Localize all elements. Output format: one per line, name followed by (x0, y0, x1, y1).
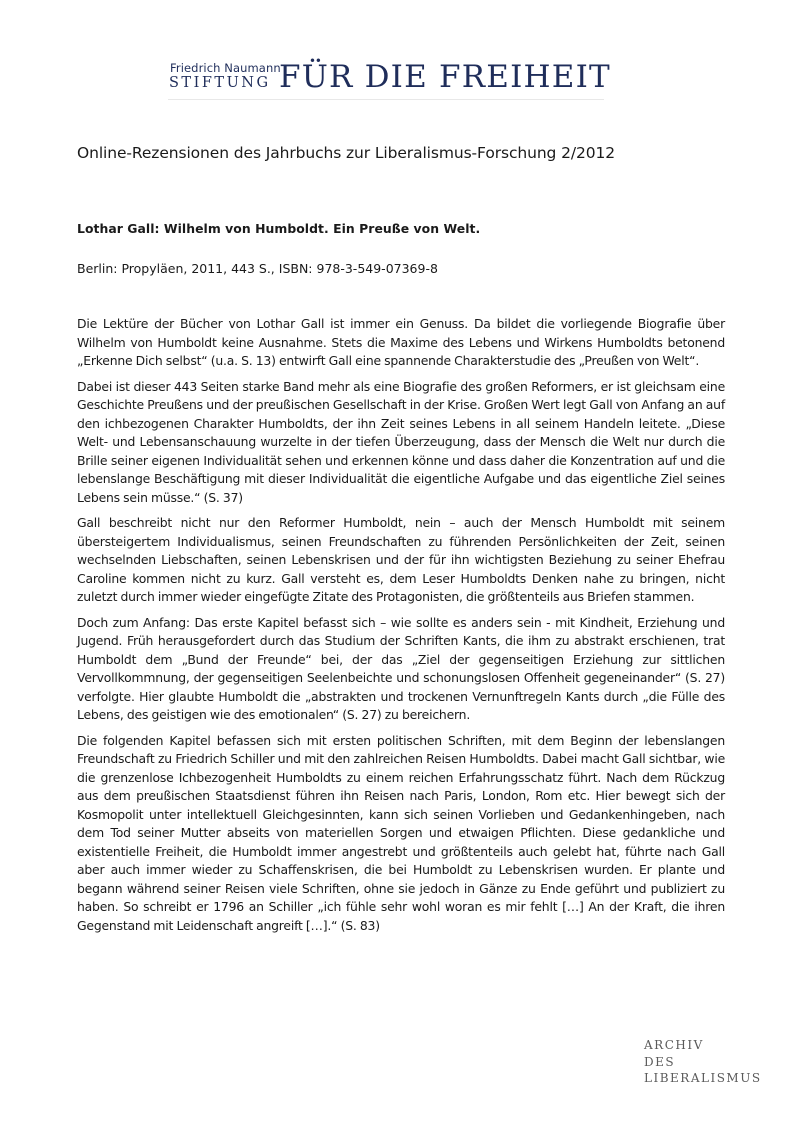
archiv-logo (644, 1037, 762, 1087)
archiv-line: ARCHIV (644, 1038, 704, 1052)
archiv-line: DES (644, 1054, 676, 1069)
foundation-logo (168, 59, 611, 100)
paragraph: Doch zum Anfang: Das erste Kapitel befasst sich – wie sollte es anders sein - mit Kindheit, Erziehung und Jugend. Früh herausgefordert durch das Studium der Schriften Kants, die ihm zu abstrakt erschienen, trat Humboldt dem „Bund der Freunde“ bei, der das „Ziel der gegenseitigen Erziehung zur sittlichen Vervollkommnung, der gegenseitigen Seelenbeichte und schonungslosen Offenheit gegeneinander“ (S. 27) verfolgte. Hier glaubte Humboldt die „abstrakten und trockenen Vernunftregeln Kants durch „die Fülle des Lebens, des geistigen wie des emotionalen“ (S. 27) zu bereichern. (77, 614, 725, 722)
paragraph: Die Lektüre der Bücher von Lothar Gall ist immer ein Genuss. Da bildet die vorliegende Biografie über Wilhelm von Humboldt keine Ausnahme. Stets die Maxime des Lebens und Wirkens Humboldts betonend „Erkenne Dich selbst“ (u.a. S. 13) entwirft Gall eine spannende Charakterstudie des „Preußen von Welt“. (77, 316, 725, 368)
logo-line-friedrich-naumann: Friedrich Naumann (170, 61, 281, 75)
paragraph: Dabei ist dieser 443 Seiten starke Band mehr als eine Biografie des großen Reformers, er ist gleichsam eine Geschichte Preußens und der preußischen Gesellschaft in der Krise. Großen Wert legt Gall von Anfang an auf den ichbezogenen Charakter Humboldts, der ihn Zeit seines Lebens in all seinem Handeln leitete. „Diese Welt- und Lebensanschauung wurzelte in der tiefen Überzeugung, dass der Mensch die Welt nur durch die Brille seiner eigenen Individualität sehen und erkennen könne und dass daher die Konzentration auf und die lebenslange Beschäftigung mit dieser Individualität die eigentliche Aufgabe und das eigentliche Ziel seines Lebens sein müsse.“ (S. 37) (77, 378, 725, 505)
book-title: Lothar Gall: Wilhelm von Humboldt. Ein Preuße von Welt. (77, 221, 481, 236)
logo-main-text: FÜR DIE FREIHEIT (279, 59, 611, 95)
publication-info: Berlin: Propyläen, 2011, 443 S., ISBN: 978-3-549-07369-8 (77, 261, 438, 276)
archiv-line: LIBERALISMUS (644, 1071, 762, 1085)
page-heading: Online-Rezensionen des Jahrbuchs zur Liberalismus-Forschung 2/2012 (77, 144, 616, 162)
paragraph: Gall beschreibt nicht nur den Reformer Humboldt, nein – auch der Mensch Humboldt mit seinem übersteigertem Individualismus, seinen Freundschaften zu führenden Persönlichkeiten der Zeit, seinen wechselnden Liebschaften, seinen Lebenskrisen und der für ihn wichtigsten Beziehung zu seiner Ehefrau Caroline kommen nicht zu kurz. Gall versteht es, dem Leser Humboldts Denken nahe zu bringen, nicht zuletzt durch immer wieder eingefügte Zitate des Protagonisten, die größtenteils aus Briefen stammen. (77, 515, 725, 604)
logo-line-stiftung: STIFTUNG (169, 75, 271, 91)
paragraph: Die folgenden Kapitel befassen sich mit ersten politischen Schriften, mit dem Beginn der lebenslangen Freundschaft zu Friedrich Schiller und mit den zahlreichen Reisen Humboldts. Dabei macht Gall sichtbar, wie die grenzenlose Ichbezogenheit Humboldts zu einem reichen Erfahrungsschatz führt. Nach dem Rückzug aus dem preußischen Staatsdienst führen ihn Reisen nach Paris, London, Rom etc. Hier bewegt sich der Kosmopolit unter intellektuell Gleichgesinnten, kann sich seinen Vorlieben und Gedankenhingeben, nach dem Tod seiner Mutter abseits von materiellen Sorgen und etwaigen Pflichten. Diese gedankliche und existentielle Freiheit, die Humboldt immer angestrebt und größtenteils auch gelebt hat, führte nach Gall aber auch immer wieder zu Schaffenskrisen, die bei Humboldt zu Lebenskrisen wurden. Er plante und begann während seiner Reisen viele Schriften, ohne sie jedoch in Gänze zu Ende geführt und publiziert zu haben. So schreibt er 1796 an Schiller „ich fühle sehr wohl woran es mir fehlt […] An der Kraft, die ihren Gegenstand mit Leidenschaft angreift […].“ (S. 83) (77, 732, 725, 933)
review-body (77, 315, 725, 942)
